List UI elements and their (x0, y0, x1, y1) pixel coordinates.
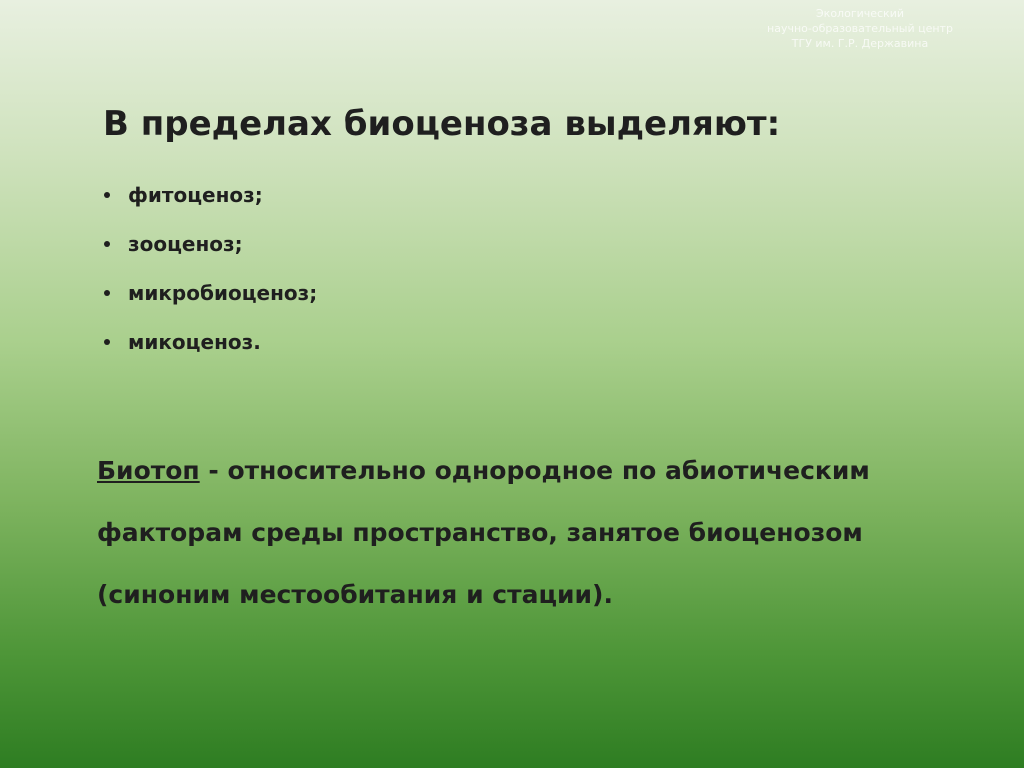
watermark-line-3: ТГУ им. Г.Р. Державина (791, 37, 929, 50)
list-item (104, 317, 317, 366)
watermark-line-1: Экологический (816, 7, 904, 20)
watermark-line-2: научно-образовательный центр (767, 22, 953, 35)
bullet-list (104, 170, 317, 366)
bullet-icon (104, 241, 110, 247)
list-item-label: зооценоз; (128, 231, 243, 256)
watermark (720, 6, 1000, 51)
bullet-icon (104, 290, 110, 296)
list-item (104, 268, 317, 317)
list-item-label: микробиоценоз; (128, 280, 318, 305)
list-item (104, 219, 317, 268)
list-item-label: микоценоз. (128, 329, 261, 354)
bullet-icon (104, 339, 110, 345)
bullet-icon (104, 192, 110, 198)
definition-paragraph (97, 440, 917, 626)
definition-term: Биотоп (97, 456, 200, 485)
definition-text: - относительно однородное по абиотическим факторам среды пространство, занятое биоценозом (синоним местообитания и стации). (97, 456, 870, 609)
list-item (104, 170, 317, 219)
list-item-label: фитоценоз; (128, 182, 263, 207)
slide-title: В пределах биоценоза выделяют: (103, 104, 781, 144)
